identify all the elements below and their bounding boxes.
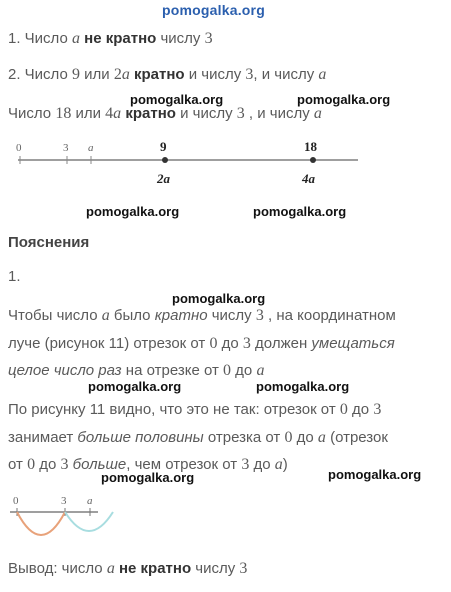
text: было bbox=[109, 307, 155, 324]
text: Число bbox=[8, 105, 56, 122]
number: 3 bbox=[241, 456, 250, 473]
number: 0 bbox=[339, 401, 348, 418]
watermark: pomogalka.org bbox=[172, 291, 266, 306]
point-9 bbox=[162, 157, 168, 163]
explain-line-4 bbox=[8, 401, 381, 419]
watermark: pomogalka.org bbox=[130, 92, 224, 107]
italic-text: целое число раз bbox=[8, 362, 122, 379]
label-4a: 4a bbox=[302, 171, 315, 186]
italic-text: больше bbox=[72, 456, 127, 473]
number: 3 bbox=[242, 335, 251, 352]
label-2a: 2a bbox=[157, 171, 170, 186]
text: 2. Число bbox=[8, 66, 72, 83]
number: 0 bbox=[284, 429, 293, 446]
var-a: a bbox=[317, 429, 326, 446]
watermark-top: pomogalka.org bbox=[162, 2, 265, 18]
tick-label-3: 3 bbox=[63, 142, 69, 154]
text: занимает bbox=[8, 429, 78, 446]
text: числу bbox=[156, 30, 205, 47]
watermark: pomogalka.org bbox=[101, 470, 195, 485]
watermark: pomogalka.org bbox=[253, 204, 347, 219]
number-line-2 bbox=[0, 488, 120, 548]
number: 3 bbox=[255, 307, 264, 324]
number: 18 bbox=[55, 105, 72, 122]
bold-text: не кратно bbox=[114, 560, 192, 577]
text: и числу bbox=[184, 66, 246, 83]
text: , чем отрезок от bbox=[126, 456, 242, 473]
number: 3 bbox=[245, 66, 254, 83]
tick-label-0: 0 bbox=[16, 142, 22, 154]
italic-text: умещаться bbox=[311, 335, 395, 352]
explanation-heading: Пояснения bbox=[8, 234, 90, 251]
text: , и числу bbox=[244, 105, 314, 122]
text: до bbox=[347, 401, 374, 418]
number: 9 bbox=[71, 66, 80, 83]
var-a: a bbox=[113, 105, 122, 122]
text: , на координатном bbox=[263, 307, 396, 324]
watermark: pomogalka.org bbox=[88, 379, 182, 394]
number: 0 bbox=[27, 456, 36, 473]
var-a: a bbox=[106, 560, 115, 577]
bold-text: не кратно bbox=[79, 30, 157, 47]
text: , и числу bbox=[253, 66, 319, 83]
text: По рисунку 11 видно, что это не так: отрезок от bbox=[8, 401, 340, 418]
number: 3 bbox=[204, 30, 213, 47]
explain-line-2 bbox=[8, 335, 395, 353]
var-a: a bbox=[71, 30, 80, 47]
var-a: a bbox=[121, 66, 130, 83]
text: от bbox=[8, 456, 28, 473]
watermark: pomogalka.org bbox=[297, 92, 391, 107]
label-9: 9 bbox=[160, 139, 167, 154]
var-a: a bbox=[101, 307, 110, 324]
text: на отрезке от bbox=[121, 362, 224, 379]
number: 0 bbox=[223, 362, 232, 379]
number: 3 bbox=[239, 560, 248, 577]
var-a: a bbox=[256, 362, 265, 379]
conclusion bbox=[8, 560, 247, 578]
watermark: pomogalka.org bbox=[256, 379, 350, 394]
italic-text: кратно bbox=[154, 307, 208, 324]
text: и числу bbox=[175, 105, 237, 122]
text: до bbox=[231, 362, 257, 379]
text: до bbox=[217, 335, 243, 352]
italic-text: больше половины bbox=[77, 429, 204, 446]
tick-label-0: 0 bbox=[13, 495, 19, 507]
number-line-1 bbox=[0, 135, 451, 195]
arc-3-to-6 bbox=[65, 512, 113, 531]
explain-line-3 bbox=[8, 362, 264, 380]
text: до bbox=[292, 429, 318, 446]
text: должен bbox=[250, 335, 312, 352]
item-number: 1. bbox=[8, 268, 21, 285]
text: числу bbox=[207, 307, 256, 324]
label-18: 18 bbox=[304, 139, 317, 154]
var-a: a bbox=[274, 456, 283, 473]
arc-0-to-3 bbox=[17, 512, 65, 535]
text: отрезка от bbox=[203, 429, 285, 446]
explain-line-5 bbox=[8, 429, 388, 447]
bold-text: кратно bbox=[121, 105, 176, 122]
text: ) bbox=[282, 456, 288, 473]
statement-2 bbox=[8, 66, 326, 84]
number: 2 bbox=[113, 66, 122, 83]
text: (отрезок bbox=[325, 429, 388, 446]
text: числу bbox=[191, 560, 240, 577]
tick-label-a: a bbox=[87, 495, 93, 507]
number: 3 bbox=[373, 401, 382, 418]
var-a: a bbox=[318, 66, 327, 83]
number: 3 bbox=[236, 105, 245, 122]
var-a: a bbox=[313, 105, 322, 122]
text: Чтобы число bbox=[8, 307, 102, 324]
number: 0 bbox=[209, 335, 218, 352]
watermark: pomogalka.org bbox=[328, 467, 422, 482]
number: 3 bbox=[60, 456, 69, 473]
text: луче (рисунок 11) отрезок от bbox=[8, 335, 210, 352]
tick-label-a: a bbox=[88, 142, 94, 154]
text: или bbox=[71, 105, 106, 122]
tick-label-3: 3 bbox=[61, 495, 67, 507]
statement-1 bbox=[8, 30, 213, 48]
number: 4 bbox=[105, 105, 114, 122]
text: до bbox=[249, 456, 275, 473]
statement-3 bbox=[8, 105, 322, 123]
explain-line-1 bbox=[8, 307, 396, 325]
text: 1. Число bbox=[8, 30, 72, 47]
watermark: pomogalka.org bbox=[86, 204, 180, 219]
bold-text: кратно bbox=[129, 66, 185, 83]
point-18 bbox=[310, 157, 316, 163]
text: Вывод: число bbox=[8, 560, 107, 577]
text: или bbox=[79, 66, 114, 83]
text: до bbox=[35, 456, 61, 473]
